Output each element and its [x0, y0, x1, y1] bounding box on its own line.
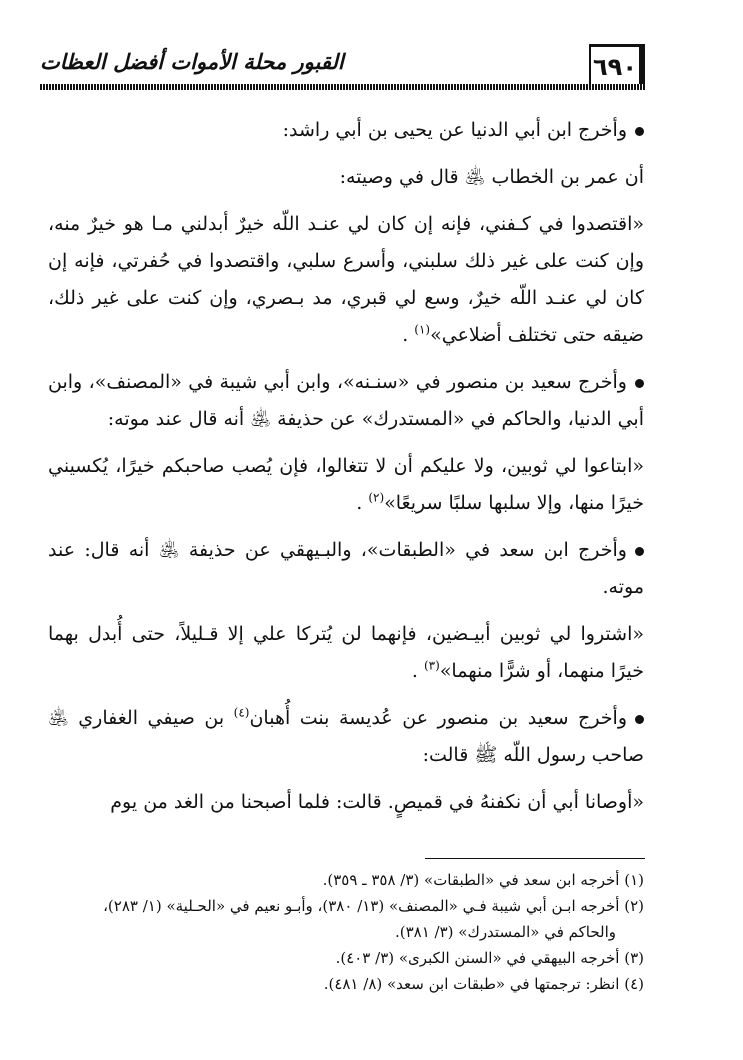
- quote-paragraph: «أوصانا أبي أن نكفنهُ في قميصٍ. قالت: فلما أصبحنا من الغد من يوم: [110, 791, 644, 813]
- quote-paragraph: «اشتروا لي ثوبين أبيـضين، فإنهما لن يُتركا علي إلا قـليلاً، حتى أُبدل بهما خيرًا منهما، أو شرًّا منهما»$^{(٣)}$ .: [48, 623, 644, 682]
- bullet-icon: [635, 715, 644, 724]
- footnote: (٢) أخرجه ابـن أبي شيبة فـي «المصنف» (١٣/ ٣٨٠)، وأبـو نعيم في «الحـلية» (١/ ٢٨٣)،: [103, 897, 644, 915]
- running-title: القبور محلة الأموات أفضل العظات: [40, 50, 344, 74]
- header-rule: [40, 84, 645, 90]
- main-text: [48, 112, 644, 831]
- paragraph: وأخرج سعيد بن منصور في «سنـنه»، وابن أبي شيبة في «المصنف»، وابن أبي الدنيا، والحاكم في «المستدرك» عن حذيفة ﵁ أنه قال عند موته:: [48, 371, 644, 430]
- paragraph: أن عمر بن الخطاب ﵁ قال في وصيته:: [339, 166, 644, 188]
- footnote-separator: [425, 858, 645, 859]
- footnote-ref: (٤): [233, 705, 250, 720]
- paragraph: وأخرج سعيد بن منصور عن عُديسة بنت أُهبان$^{(٤)}$ بن صيفي الغفاري ﵁ صاحب رسول اللّه ﷺ قالت:: [48, 705, 644, 766]
- footnote-ref: (٢): [368, 490, 385, 505]
- paragraph: وأخرج ابن سعد في «الطبقات»، والبـيهقي عن حذيفة ﵁ أنه قال: عند موته.: [48, 539, 644, 598]
- paragraph: وأخرج ابن أبي الدنيا عن يحيى بن أبي راشد:: [48, 112, 644, 149]
- book-page: [40, 40, 645, 1030]
- footnote-continuation: والحاكم في «المستدرك» (٣/ ٣٨١).: [394, 923, 616, 941]
- footnote: (٣) أخرجه البيهقي في «السنن الكبرى» (٣/ ٤٠٣).: [335, 949, 644, 967]
- footnote-ref: (١): [414, 322, 431, 337]
- quote-paragraph: «ابتاعوا لي ثوبين، ولا عليكم أن لا تتغالوا، فإن يُصب صاحبكم خيرًا، يُكسيني خيرًا منها، وإلا سلبها سلبًا سريعًا»$^{(٢)}$ .: [48, 455, 644, 514]
- page-header: [40, 40, 645, 90]
- footnote: (٤) انظر: ترجمتها في «طبقات ابن سعد» (٨/ ٤٨١).: [323, 975, 644, 993]
- footnote: (١) أخرجه ابن سعد في «الطبقات» (٣/ ٣٥٨ ـ ٣٥٩).: [322, 871, 644, 889]
- footnote-ref: (٣): [423, 658, 440, 673]
- bullet-icon: [635, 547, 644, 556]
- quote-paragraph: «اقتصدوا في كـفني، فإنه إن كان لي عنـد اللّه خيرٌ أبدلني مـا هو خيرٌ منه، وإن كنت على غير ذلك سلبني، وأسرع سلبي، واقتصدوا في حُفرتي، فإنه إن كان لي عنـد اللّه خيرٌ، وسع لي قبري، مد بـصري، وإن كنت على غير ذلك، ضيقه حتى تختلف أضلاعي»$^{(١)}$ .: [48, 213, 644, 346]
- footnotes: [48, 867, 644, 997]
- bullet-icon: [635, 127, 644, 136]
- page-number: ٦٩٠: [589, 44, 645, 86]
- bullet-icon: [635, 379, 644, 388]
